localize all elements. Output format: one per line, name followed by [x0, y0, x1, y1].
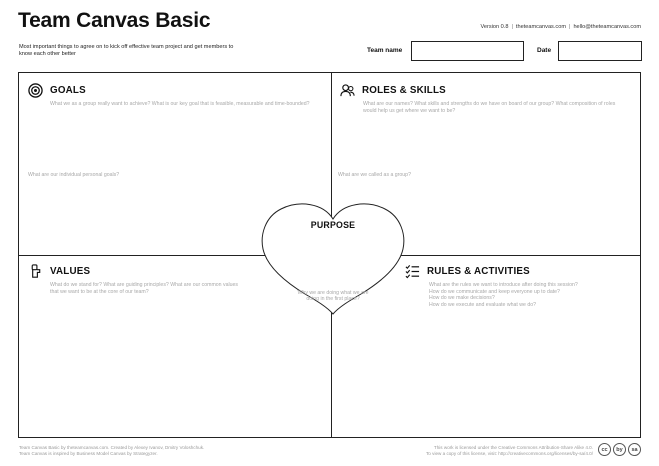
rules-title: RULES & ACTIVITIES [427, 266, 530, 277]
values-description: What do we stand for? What are guiding principles? What are our common values that we want to be at the core of our team? [50, 282, 238, 295]
rules-line: How do we execute and evaluate what we do? [429, 301, 536, 308]
checklist-icon [405, 264, 420, 279]
meta-separator: | [568, 24, 571, 30]
values-title: VALUES [50, 266, 91, 277]
purpose-description: Why we are doing what we are doing in the first place? [297, 290, 369, 303]
cc-license-badge[interactable] [598, 443, 641, 456]
sa-icon: sa [628, 443, 641, 456]
rules-line: How do we communicate and keep everyone up to date? [429, 288, 560, 295]
footer-credits [19, 445, 279, 457]
license-line: This work is licensed under the Creative Commons Attribution-Share Alike 4.0. [433, 445, 593, 450]
people-icon [340, 83, 355, 98]
goals-title: GOALS [50, 85, 86, 96]
purpose-heart [259, 201, 407, 315]
license-line[interactable]: To view a copy of this license, visit: http://creativecommons.org/licenses/by-sa/4.0/ [426, 450, 593, 456]
roles-title: ROLES & SKILLS [362, 85, 446, 96]
purpose-title: PURPOSE [310, 220, 356, 230]
roles-group-name-prompt: What are we called as a group? [338, 172, 411, 178]
rules-line: How do we make decisions? [429, 295, 495, 302]
by-icon: by [613, 443, 626, 456]
roles-description: What are our names? What skills and strengths do we have on board of our group? What composition of roles would help us get where we want to be? [363, 101, 616, 114]
version-text: Version 0.8 [480, 24, 509, 30]
values-header [28, 264, 90, 279]
header-meta [480, 24, 641, 30]
rules-header [405, 264, 530, 279]
email-link[interactable]: hello@theteamcanvas.com [573, 24, 641, 30]
date-field[interactable] [558, 41, 642, 61]
thumb-icon [28, 264, 43, 279]
cc-icon: cc [598, 443, 611, 456]
goals-description: What we as a group really want to achieve? What is our key goal that is feasible, measurable and time-bounded? [50, 101, 310, 107]
goals-header [28, 83, 86, 98]
goals-personal-prompt: What are our individual personal goals? [28, 172, 120, 178]
rules-line: What are the rules we want to introduce after doing this session? [429, 282, 578, 288]
footer-credit-line: Team Canvas is inspired by Business Model Canvas by Strategyzer. [19, 450, 158, 456]
team-name-label: Team name [367, 47, 403, 54]
footer-credit-line: Team Canvas Basic by theteamcanvas.com. Created by Alexey Ivanov, Dmitry Voloshchuk. [19, 445, 205, 450]
page-title: Team Canvas Basic [18, 9, 211, 32]
roles-header [340, 83, 446, 98]
team-name-field[interactable] [411, 41, 524, 61]
team-canvas-grid [18, 72, 641, 438]
footer-license [363, 445, 593, 457]
meta-separator: | [511, 24, 513, 30]
date-label: Date [537, 47, 552, 54]
target-icon [28, 83, 43, 98]
website-link[interactable]: theteamcanvas.com [515, 24, 566, 30]
rules-description [429, 282, 634, 308]
page-subtitle: Most important things to agree on to kick off effective team project and get members to know each other better [19, 44, 234, 57]
